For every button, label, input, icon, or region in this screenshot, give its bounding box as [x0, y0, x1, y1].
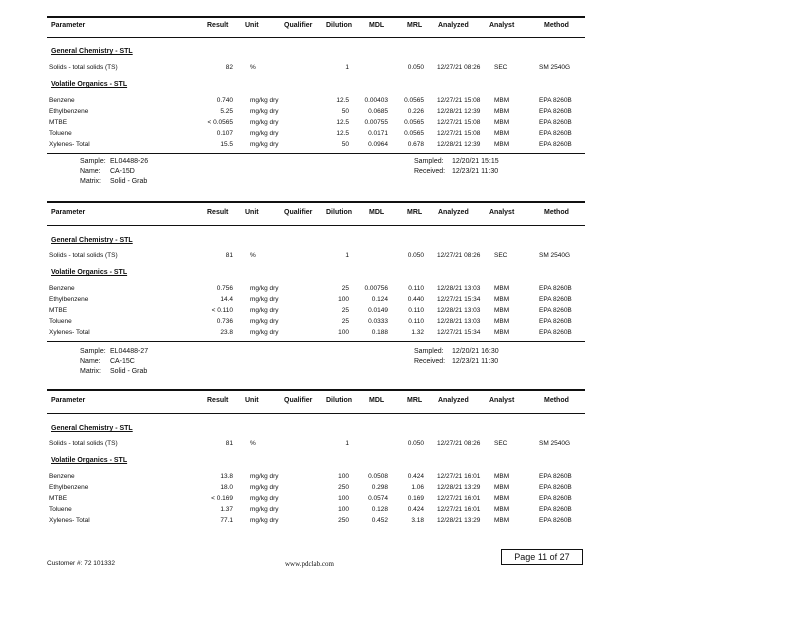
sampled-label: Sampled: — [414, 158, 444, 165]
table-row — [47, 318, 585, 328]
cell-dilution: 25 — [341, 307, 349, 314]
cell-unit: mg/kg dry — [250, 329, 279, 336]
cell-analyst: MBM — [494, 119, 510, 126]
header-mdl: MDL — [369, 22, 385, 29]
cell-mdl: 0.0685 — [368, 108, 388, 115]
cell-mrl: 0.050 — [407, 440, 424, 447]
header-method: Method — [544, 209, 569, 216]
header-method: Method — [544, 22, 569, 29]
cell-analyzed: 12/27/21 15:34 — [437, 296, 481, 303]
cell-mdl: 0.0149 — [368, 307, 388, 314]
cell-mrl: 0.050 — [407, 64, 424, 71]
received-date: 12/23/21 11:30 — [451, 168, 499, 175]
cell-mrl: 0.678 — [407, 141, 424, 148]
cell-unit: mg/kg dry — [250, 506, 279, 513]
cell-dilution: 1 — [345, 252, 349, 259]
cell-dilution: 250 — [338, 517, 349, 524]
cell-unit: mg/kg dry — [250, 108, 279, 115]
cell-dilution: 100 — [338, 296, 349, 303]
cell-parameter: Ethylbenzene — [49, 296, 89, 303]
sample-name-line — [80, 358, 148, 365]
cell-parameter: Ethylbenzene — [49, 108, 89, 115]
cell-dilution: 50 — [341, 141, 349, 148]
cell-analyst: SEC — [494, 252, 508, 259]
header-top-rule — [47, 201, 585, 203]
sample-info-left — [80, 158, 148, 185]
cell-analyzed: 12/27/21 16:01 — [437, 495, 481, 502]
cell-analyzed: 12/27/21 15:08 — [437, 97, 481, 104]
cell-analyst: MBM — [494, 97, 510, 104]
cell-analyst: SEC — [494, 440, 508, 447]
cell-mrl: 0.424 — [407, 473, 424, 480]
cell-method: SM 2540G — [539, 64, 571, 71]
cell-mdl: 0.452 — [371, 517, 388, 524]
cell-result: 1.37 — [220, 506, 233, 513]
cell-analyzed: 12/27/21 16:01 — [437, 506, 481, 513]
cell-mdl: 0.0508 — [368, 473, 388, 480]
cell-dilution: 100 — [338, 473, 349, 480]
header-dilution: Dilution — [326, 397, 353, 404]
sampled-date: 12/20/21 15:15 — [451, 158, 499, 165]
cell-result: 0.740 — [216, 97, 233, 104]
cell-method: EPA 8260B — [539, 318, 572, 325]
sample-name-line — [80, 168, 148, 175]
sampled-label: Sampled: — [414, 348, 444, 355]
table-row — [47, 119, 585, 129]
cell-result: < 0.0565 — [207, 119, 233, 126]
cell-analyzed: 12/28/21 13:03 — [437, 285, 481, 292]
header-bottom-rule — [47, 37, 585, 38]
cell-analyst: MBM — [494, 130, 510, 137]
sample-dates — [414, 158, 499, 175]
cell-unit: mg/kg dry — [250, 473, 279, 480]
sample-matrix: Solid - Grab — [109, 368, 148, 375]
received-label: Received: — [414, 168, 446, 175]
cell-result: 18.0 — [220, 484, 233, 491]
cell-parameter: Benzene — [49, 285, 75, 292]
sample-matrix: Solid - Grab — [109, 178, 148, 185]
cell-method: EPA 8260B — [539, 473, 572, 480]
cell-mdl: 0.0964 — [368, 141, 388, 148]
matrix-label: Matrix: — [80, 178, 101, 185]
table-row — [47, 296, 585, 306]
section-end-rule — [47, 341, 585, 342]
customer-number: Customer #: 72 101332 — [47, 560, 115, 567]
cell-method: EPA 8260B — [539, 506, 572, 513]
cell-parameter: Solids - total solids (TS) — [49, 64, 118, 71]
cell-method: EPA 8260B — [539, 307, 572, 314]
cell-analyst: MBM — [494, 517, 510, 524]
name-label: Name: — [80, 358, 101, 365]
cell-mdl: 0.0171 — [368, 130, 388, 137]
header-result: Result — [207, 209, 229, 216]
header-unit: Unit — [245, 22, 259, 29]
cell-analyzed: 12/27/21 15:34 — [437, 329, 481, 336]
cell-result: 5.25 — [220, 108, 233, 115]
sample-label: Sample: — [80, 158, 106, 165]
cell-method: EPA 8260B — [539, 329, 572, 336]
header-bottom-rule — [47, 413, 585, 414]
cell-parameter: MTBE — [49, 495, 68, 502]
sample-id-line — [80, 158, 148, 165]
cell-analyzed: 12/28/21 12:39 — [437, 108, 481, 115]
cell-unit: mg/kg dry — [250, 119, 279, 126]
cell-unit: mg/kg dry — [250, 484, 279, 491]
column-header — [47, 22, 585, 34]
table-row — [47, 307, 585, 317]
cell-mrl: 3.18 — [411, 517, 424, 524]
cell-unit: mg/kg dry — [250, 285, 279, 292]
cell-result: 13.8 — [220, 473, 233, 480]
cell-result: 82 — [225, 64, 233, 71]
cell-parameter: Xylenes- Total — [49, 329, 90, 336]
cell-result: 0.756 — [216, 285, 233, 292]
cell-mdl: 0.00403 — [364, 97, 388, 104]
cell-dilution: 100 — [338, 495, 349, 502]
cell-analyst: MBM — [494, 329, 510, 336]
cell-analyst: MBM — [494, 285, 510, 292]
header-unit: Unit — [245, 397, 259, 404]
cell-dilution: 1 — [345, 440, 349, 447]
cell-parameter: Ethylbenzene — [49, 484, 89, 491]
cell-mrl: 0.226 — [407, 108, 424, 115]
cell-result: 14.4 — [220, 296, 233, 303]
cell-method: EPA 8260B — [539, 285, 572, 292]
cell-unit: % — [250, 64, 256, 71]
matrix-label: Matrix: — [80, 368, 101, 375]
table-row — [47, 329, 585, 339]
cell-mrl: 1.06 — [411, 484, 424, 491]
table-row — [47, 285, 585, 295]
cell-method: SM 2540G — [539, 252, 571, 259]
cell-unit: mg/kg dry — [250, 318, 279, 325]
cell-parameter: Toluene — [49, 130, 72, 137]
cell-parameter: MTBE — [49, 307, 68, 314]
cell-mdl: 0.188 — [371, 329, 388, 336]
table-row — [47, 506, 585, 516]
cell-analyst: MBM — [494, 484, 510, 491]
cell-unit: mg/kg dry — [250, 296, 279, 303]
cell-mrl: 0.424 — [407, 506, 424, 513]
cell-method: EPA 8260B — [539, 495, 572, 502]
header-qualifier: Qualifier — [284, 397, 313, 404]
sample-matrix-line — [80, 368, 148, 375]
cell-analyst: MBM — [494, 296, 510, 303]
sample-id-line — [80, 348, 148, 355]
header-parameter: Parameter — [51, 397, 86, 404]
cell-dilution: 1 — [345, 64, 349, 71]
cell-analyst: MBM — [494, 108, 510, 115]
cell-result: 15.5 — [220, 141, 233, 148]
group-title: Volatile Organics - STL — [51, 457, 128, 464]
sample-name: CA-15C — [109, 358, 135, 365]
cell-unit: mg/kg dry — [250, 130, 279, 137]
cell-parameter: Benzene — [49, 97, 75, 104]
cell-mrl: 0.110 — [408, 318, 424, 325]
table-row — [47, 517, 585, 527]
cell-unit: mg/kg dry — [250, 307, 279, 314]
received-label: Received: — [414, 358, 446, 365]
cell-parameter: Toluene — [49, 318, 72, 325]
header-analyst: Analyst — [489, 397, 515, 404]
table-row — [47, 130, 585, 140]
sample-name: CA-15D — [109, 168, 135, 175]
cell-analyst: SEC — [494, 64, 508, 71]
cell-analyzed: 12/27/21 15:08 — [437, 119, 481, 126]
group-title: General Chemistry - STL — [51, 425, 133, 432]
header-analyzed: Analyzed — [438, 22, 469, 29]
cell-analyst: MBM — [494, 506, 510, 513]
cell-result: 0.736 — [216, 318, 233, 325]
cell-dilution: 50 — [341, 108, 349, 115]
table-row — [47, 64, 585, 74]
sampled-date: 12/20/21 16:30 — [451, 348, 499, 355]
group-title: Volatile Organics - STL — [51, 269, 128, 276]
header-result: Result — [207, 22, 229, 29]
header-mrl: MRL — [407, 397, 423, 404]
received-date: 12/23/21 11:30 — [451, 358, 499, 365]
cell-unit: % — [250, 440, 256, 447]
cell-dilution: 12.5 — [336, 130, 349, 137]
received-line — [414, 358, 499, 365]
cell-parameter: Xylenes- Total — [49, 517, 90, 524]
table-row — [47, 97, 585, 107]
cell-mdl: 0.124 — [371, 296, 388, 303]
cell-method: EPA 8260B — [539, 97, 572, 104]
header-qualifier: Qualifier — [284, 209, 313, 216]
cell-method: EPA 8260B — [539, 119, 572, 126]
received-line — [414, 168, 499, 175]
cell-method: EPA 8260B — [539, 296, 572, 303]
cell-unit: mg/kg dry — [250, 97, 279, 104]
table-row — [47, 484, 585, 494]
table-row — [47, 473, 585, 483]
table-row — [47, 108, 585, 118]
sample-id: EL04488-26 — [109, 158, 149, 165]
name-label: Name: — [80, 168, 101, 175]
cell-mrl: 0.440 — [407, 296, 424, 303]
cell-dilution: 100 — [338, 329, 349, 336]
cell-unit: mg/kg dry — [250, 495, 279, 502]
header-mrl: MRL — [407, 22, 423, 29]
cell-analyst: MBM — [494, 318, 510, 325]
cell-analyzed: 12/27/21 16:01 — [437, 473, 481, 480]
cell-analyzed: 12/27/21 08:26 — [437, 64, 481, 71]
cell-method: EPA 8260B — [539, 141, 572, 148]
cell-mdl: 0.128 — [371, 506, 388, 513]
header-dilution: Dilution — [326, 22, 353, 29]
cell-result: 81 — [225, 252, 233, 259]
cell-dilution: 25 — [341, 318, 349, 325]
header-qualifier: Qualifier — [284, 22, 313, 29]
cell-result: 23.8 — [220, 329, 233, 336]
group-title: General Chemistry - STL — [51, 237, 133, 244]
cell-unit: mg/kg dry — [250, 517, 279, 524]
cell-analyzed: 12/28/21 13:29 — [437, 517, 481, 524]
cutoff-matrix-text — [80, 0, 140, 1]
cell-analyzed: 12/28/21 13:29 — [437, 484, 481, 491]
cell-result: 0.107 — [216, 130, 233, 137]
header-top-rule — [47, 389, 585, 391]
cell-mrl: 0.050 — [407, 252, 424, 259]
header-mrl: MRL — [407, 209, 423, 216]
header-analyst: Analyst — [489, 22, 515, 29]
group-title: Volatile Organics - STL — [51, 81, 128, 88]
cell-mrl: 0.0565 — [404, 130, 424, 137]
cell-method: EPA 8260B — [539, 517, 572, 524]
header-analyzed: Analyzed — [438, 209, 469, 216]
cell-dilution: 100 — [338, 506, 349, 513]
header-analyst: Analyst — [489, 209, 515, 216]
sample-info-left — [80, 348, 148, 375]
cell-mrl: 0.110 — [408, 285, 424, 292]
cell-analyzed: 12/28/21 12:39 — [437, 141, 481, 148]
cell-analyzed: 12/28/21 13:03 — [437, 318, 481, 325]
page-number-box: Page 11 of 27 — [501, 549, 583, 565]
group-title: General Chemistry - STL — [51, 48, 133, 55]
cell-analyzed: 12/28/21 13:03 — [437, 307, 481, 314]
column-header — [47, 397, 585, 409]
cell-method: EPA 8260B — [539, 108, 572, 115]
cell-analyzed: 12/27/21 08:26 — [437, 440, 481, 447]
sample-matrix-line — [80, 178, 148, 185]
sample-dates — [414, 348, 499, 365]
header-dilution: Dilution — [326, 209, 353, 216]
cell-parameter: Solids - total solids (TS) — [49, 252, 118, 259]
cell-result: 77.1 — [220, 517, 233, 524]
cell-analyst: MBM — [494, 141, 510, 148]
table-row — [47, 495, 585, 505]
cell-dilution: 12.5 — [336, 119, 349, 126]
header-unit: Unit — [245, 209, 259, 216]
cell-result: 81 — [225, 440, 233, 447]
lab-website: www.pdclab.com — [285, 560, 334, 568]
cell-mrl: 0.0565 — [404, 97, 424, 104]
cell-mrl: 0.169 — [407, 495, 424, 502]
cell-analyst: MBM — [494, 473, 510, 480]
cell-method: EPA 8260B — [539, 130, 572, 137]
cell-method: EPA 8260B — [539, 484, 572, 491]
cell-dilution: 250 — [338, 484, 349, 491]
cell-result: < 0.110 — [211, 307, 233, 314]
sampled-line — [414, 348, 499, 355]
cell-parameter: Xylenes- Total — [49, 141, 90, 148]
cell-unit: mg/kg dry — [250, 141, 279, 148]
cell-mrl: 1.32 — [411, 329, 424, 336]
cell-mdl: 0.298 — [371, 484, 388, 491]
section-end-rule — [47, 153, 585, 154]
header-method: Method — [544, 397, 569, 404]
cell-mdl: 0.00755 — [364, 119, 388, 126]
cell-parameter: MTBE — [49, 119, 68, 126]
cell-mdl: 0.00756 — [364, 285, 388, 292]
cell-analyzed: 12/27/21 15:08 — [437, 130, 481, 137]
cell-parameter: Solids - total solids (TS) — [49, 440, 118, 447]
table-row — [47, 141, 585, 151]
header-mdl: MDL — [369, 209, 385, 216]
sample-id: EL04488-27 — [109, 348, 149, 355]
header-parameter: Parameter — [51, 209, 86, 216]
cell-unit: % — [250, 252, 256, 259]
header-top-rule — [47, 16, 585, 18]
header-result: Result — [207, 397, 229, 404]
cell-dilution: 12.5 — [336, 97, 349, 104]
cell-result: < 0.169 — [211, 495, 233, 502]
cell-mrl: 0.110 — [408, 307, 424, 314]
cell-analyzed: 12/27/21 08:26 — [437, 252, 481, 259]
column-header — [47, 209, 585, 221]
header-analyzed: Analyzed — [438, 397, 469, 404]
sampled-line — [414, 158, 499, 165]
cell-method: SM 2540G — [539, 440, 571, 447]
cell-parameter: Benzene — [49, 473, 75, 480]
cell-mdl: 0.0333 — [368, 318, 388, 325]
header-parameter: Parameter — [51, 22, 86, 29]
cell-mdl: 0.0574 — [368, 495, 388, 502]
header-bottom-rule — [47, 225, 585, 226]
cell-parameter: Toluene — [49, 506, 72, 513]
table-row — [47, 252, 585, 262]
cell-dilution: 25 — [341, 285, 349, 292]
sample-label: Sample: — [80, 348, 106, 355]
cell-analyst: MBM — [494, 495, 510, 502]
cell-analyst: MBM — [494, 307, 510, 314]
table-row — [47, 440, 585, 450]
header-mdl: MDL — [369, 397, 385, 404]
cell-mrl: 0.0565 — [404, 119, 424, 126]
